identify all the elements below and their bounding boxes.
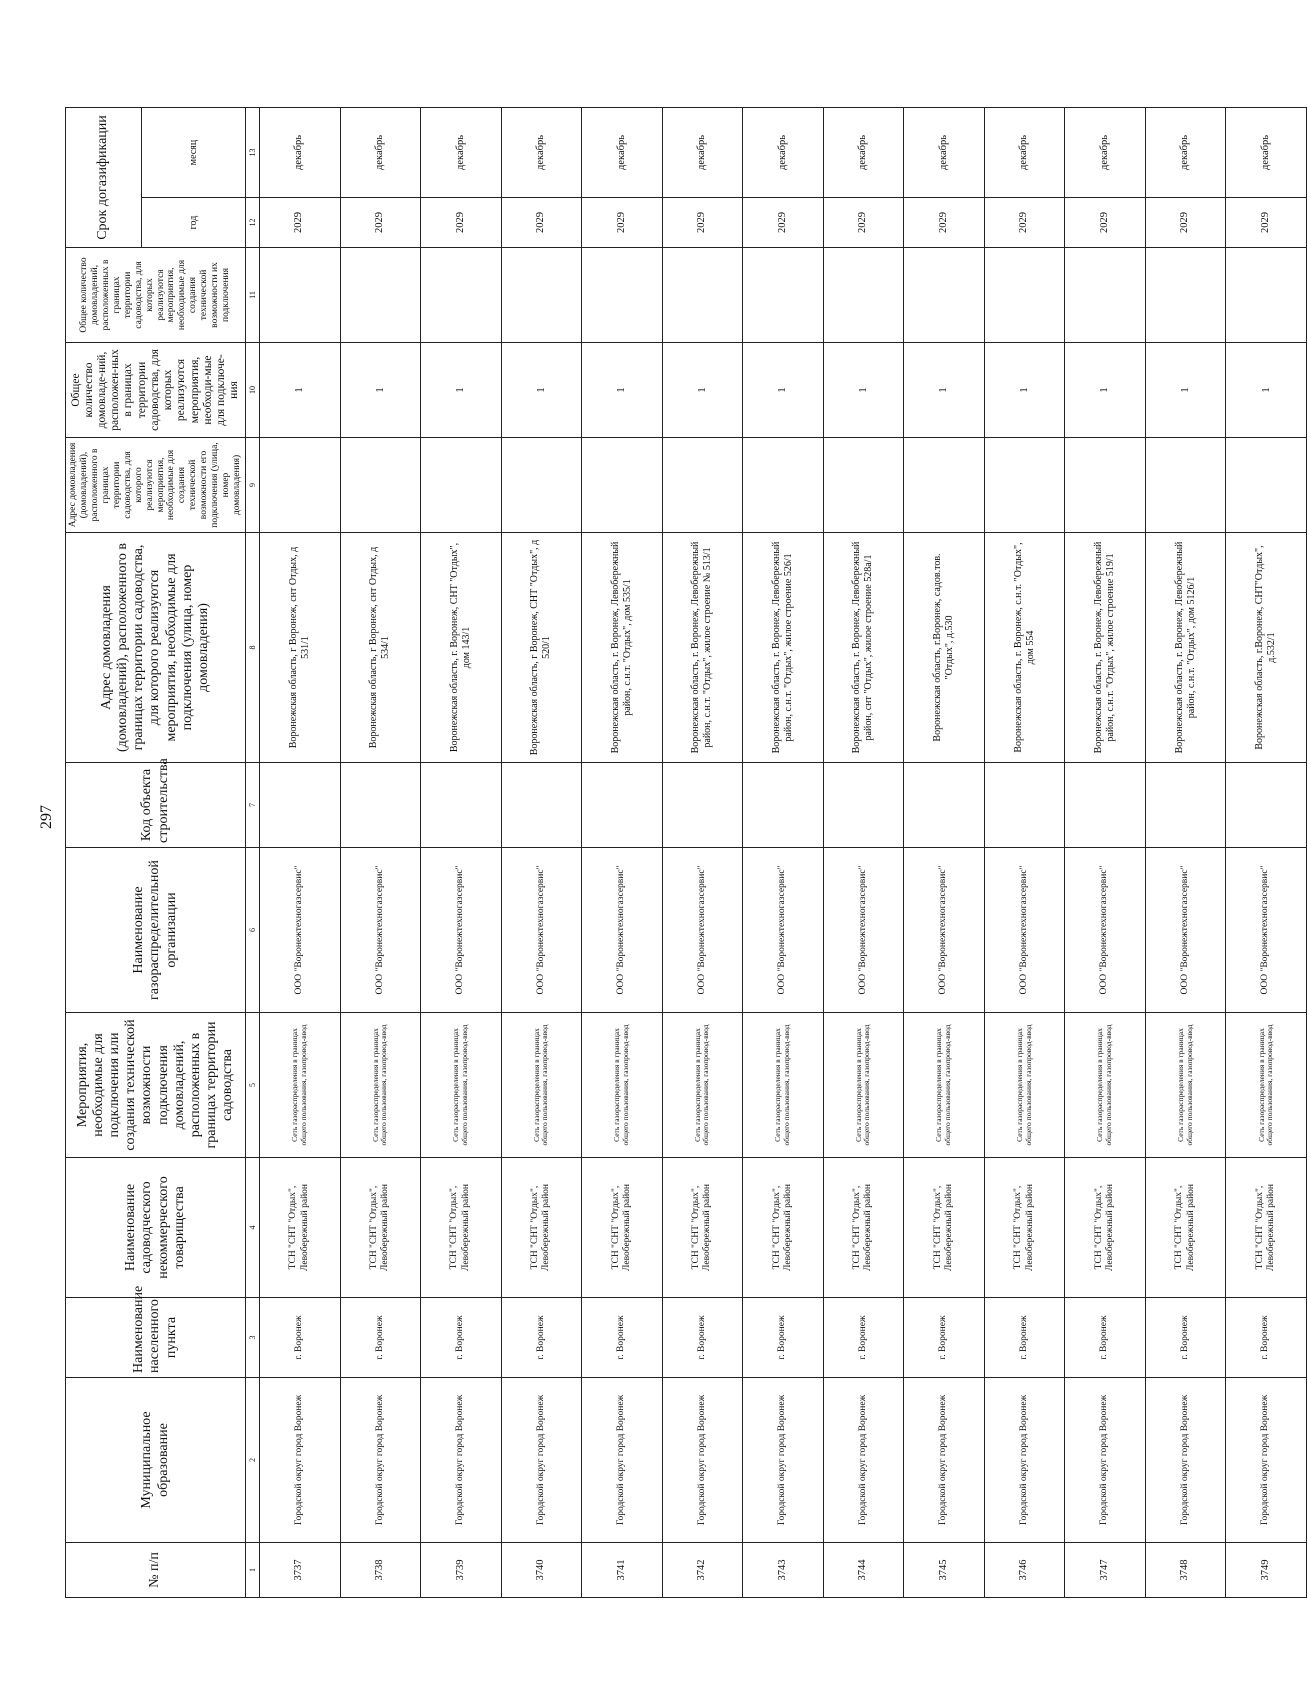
row-year: 2029 — [662, 198, 743, 248]
row-count1: 1 — [1226, 343, 1307, 438]
table-row — [1065, 108, 1146, 1598]
row-address2 — [662, 438, 743, 533]
row-code — [823, 763, 904, 848]
header-month: месяц — [142, 108, 246, 198]
row-count1: 1 — [340, 343, 421, 438]
column-number: 5 — [246, 1013, 260, 1158]
row-code — [421, 763, 502, 848]
row-address: Воронежская область, г.Воронеж, садов.тов. "Отдых", д.530 — [904, 533, 985, 763]
header-address: Адрес домовладения (домовладений), расположенного в границах территории садоводства, для которого реализуются мероприятия, необходимые для подключения (улица, номер домовладения) — [66, 533, 246, 763]
row-code — [984, 763, 1065, 848]
table-row — [743, 108, 824, 1598]
row-year: 2029 — [823, 198, 904, 248]
row-address: Воронежская область, г. Воронеж, Левобережный район, с.н.т. "Отдых", дом 5126/1 — [1145, 533, 1226, 763]
row-month: декабрь — [662, 108, 743, 198]
table-row — [260, 108, 341, 1598]
row-gas-org: ООО "Воронежтехногазсервис" — [340, 848, 421, 1013]
table-body — [260, 108, 1307, 1598]
row-municipality: Городской округ город Воронеж — [743, 1378, 824, 1543]
row-count2 — [823, 248, 904, 343]
row-activity: Сеть газораспределения в границах общего пользования, газопровод-ввод — [1065, 1013, 1146, 1158]
row-municipality: Городской округ город Воронеж — [662, 1378, 743, 1543]
row-count1: 1 — [501, 343, 582, 438]
row-month: декабрь — [984, 108, 1065, 198]
row-count1: 1 — [823, 343, 904, 438]
row-count1: 1 — [260, 343, 341, 438]
row-count1: 1 — [582, 343, 663, 438]
header-year: год — [142, 198, 246, 248]
column-number: 8 — [246, 533, 260, 763]
header-deadline: Срок догазификации — [66, 108, 142, 248]
row-settlement: г. Воронеж — [1226, 1298, 1307, 1378]
row-count1: 1 — [1145, 343, 1226, 438]
row-partnership: ТСН "СНТ "Отдых", Левобережный район — [662, 1158, 743, 1298]
row-activity: Сеть газораспределения в границах общего пользования, газопровод-ввод — [823, 1013, 904, 1158]
row-activity: Сеть газораспределения в границах общего пользования, газопровод-ввод — [260, 1013, 341, 1158]
column-number-row — [246, 108, 260, 1598]
table-row — [501, 108, 582, 1598]
row-address2 — [340, 438, 421, 533]
header-count2: Общее количество домовладений, расположенных в границах территории садоводства, для которых реализуются мероприятия, необходимые для создания технической возможности их подключения — [66, 248, 246, 343]
table-row — [1145, 108, 1226, 1598]
row-address: Воронежская область, г. Воронеж, Левобережный район, с.н.т. "Отдых", жилое строение 526/1 — [743, 533, 824, 763]
column-number: 3 — [246, 1298, 260, 1378]
row-address2 — [904, 438, 985, 533]
row-number: 3747 — [1065, 1543, 1146, 1598]
row-count2 — [582, 248, 663, 343]
header-activities: Мероприятия, необходимые для подключения или создания технической возможности подключения домовладений, расположенных в границах территории садоводства — [66, 1013, 246, 1158]
row-partnership: ТСН "СНТ "Отдых", Левобережный район — [582, 1158, 663, 1298]
row-address: Воронежская область, г. Воронеж, с.н.т. "Отдых", дом 554 — [984, 533, 1065, 763]
row-activity: Сеть газораспределения в границах общего пользования, газопровод-ввод — [1226, 1013, 1307, 1158]
row-count1: 1 — [984, 343, 1065, 438]
row-gas-org: ООО "Воронежтехногазсервис" — [260, 848, 341, 1013]
row-settlement: г. Воронеж — [984, 1298, 1065, 1378]
row-gas-org: ООО "Воронежтехногазсервис" — [662, 848, 743, 1013]
row-code — [501, 763, 582, 848]
row-municipality: Городской округ город Воронеж — [1226, 1378, 1307, 1543]
column-number: 10 — [246, 343, 260, 438]
row-month: декабрь — [501, 108, 582, 198]
row-gas-org: ООО "Воронежтехногазсервис" — [904, 848, 985, 1013]
row-year: 2029 — [984, 198, 1065, 248]
row-month: декабрь — [260, 108, 341, 198]
row-month: декабрь — [1145, 108, 1226, 198]
header-num: № п/п — [66, 1543, 246, 1598]
row-year: 2029 — [421, 198, 502, 248]
row-code — [662, 763, 743, 848]
page-number: 297 — [38, 805, 55, 829]
column-number: 2 — [246, 1378, 260, 1543]
row-activity: Сеть газораспределения в границах общего пользования, газопровод-ввод — [421, 1013, 502, 1158]
row-settlement: г. Воронеж — [1145, 1298, 1226, 1378]
row-partnership: ТСН "СНТ "Отдых", Левобережный район — [1065, 1158, 1146, 1298]
row-count2 — [1065, 248, 1146, 343]
header-municipality: Муниципальное образование — [66, 1378, 246, 1543]
table-row — [1226, 108, 1307, 1598]
row-gas-org: ООО "Воронежтехногазсервис" — [823, 848, 904, 1013]
row-settlement: г. Воронеж — [904, 1298, 985, 1378]
row-partnership: ТСН "СНТ "Отдых", Левобережный район — [743, 1158, 824, 1298]
row-settlement: г. Воронеж — [340, 1298, 421, 1378]
row-code — [260, 763, 341, 848]
row-count2 — [984, 248, 1065, 343]
row-number: 3741 — [582, 1543, 663, 1598]
row-month: декабрь — [582, 108, 663, 198]
row-address2 — [823, 438, 904, 533]
row-partnership: ТСН "СНТ "Отдых", Левобережный район — [1226, 1158, 1307, 1298]
column-number: 4 — [246, 1158, 260, 1298]
row-count2 — [260, 248, 341, 343]
row-address: Воронежская область, г Воронеж, СНТ "Отдых", д 520/1 — [501, 533, 582, 763]
row-month: декабрь — [743, 108, 824, 198]
row-code — [1145, 763, 1226, 848]
row-gas-org: ООО "Воронежтехногазсервис" — [1065, 848, 1146, 1013]
row-count1: 1 — [421, 343, 502, 438]
row-address: Воронежская область, г. Воронеж, Левобережный район, снт "Отдых", жилое строение 528а/1 — [823, 533, 904, 763]
row-activity: Сеть газораспределения в границах общего пользования, газопровод-ввод — [662, 1013, 743, 1158]
row-code — [1065, 763, 1146, 848]
column-number: 9 — [246, 438, 260, 533]
row-municipality: Городской округ город Воронеж — [421, 1378, 502, 1543]
row-year: 2029 — [1065, 198, 1146, 248]
table-row — [904, 108, 985, 1598]
header-count1: Общее количество домовладе-ний, расположен-ных в границах территории садоводства, для которых реализуются мероприятия, необходи-мые для подключе-ния — [66, 343, 246, 438]
row-count2 — [904, 248, 985, 343]
row-code — [743, 763, 824, 848]
row-number: 3744 — [823, 1543, 904, 1598]
row-count2 — [501, 248, 582, 343]
row-partnership: ТСН "СНТ "Отдых", Левобережный район — [823, 1158, 904, 1298]
row-activity: Сеть газораспределения в границах общего пользования, газопровод-ввод — [340, 1013, 421, 1158]
row-count1: 1 — [662, 343, 743, 438]
row-year: 2029 — [260, 198, 341, 248]
row-count1: 1 — [904, 343, 985, 438]
header-partnership: Наименование садоводческого некоммерческого товарищества — [66, 1158, 246, 1298]
header-code: Код объекта строительства — [66, 763, 246, 848]
table-row — [984, 108, 1065, 1598]
row-municipality: Городской округ город Воронеж — [984, 1378, 1065, 1543]
table-row — [582, 108, 663, 1598]
row-gas-org: ООО "Воронежтехногазсервис" — [1226, 848, 1307, 1013]
row-address2 — [743, 438, 824, 533]
row-address2 — [582, 438, 663, 533]
row-number: 3738 — [340, 1543, 421, 1598]
row-address: Воронежская область, г. Воронеж, Левобережный район, с.н.т. "Отдых", жилое строение 519/1 — [1065, 533, 1146, 763]
row-settlement: г. Воронеж — [260, 1298, 341, 1378]
row-gas-org: ООО "Воронежтехногазсервис" — [1145, 848, 1226, 1013]
row-gas-org: ООО "Воронежтехногазсервис" — [743, 848, 824, 1013]
row-month: декабрь — [421, 108, 502, 198]
row-month: декабрь — [904, 108, 985, 198]
row-year: 2029 — [582, 198, 663, 248]
row-address2 — [984, 438, 1065, 533]
row-address2 — [1226, 438, 1307, 533]
column-number: 7 — [246, 763, 260, 848]
row-address2 — [260, 438, 341, 533]
row-gas-org: ООО "Воронежтехногазсервис" — [421, 848, 502, 1013]
row-year: 2029 — [340, 198, 421, 248]
row-count1: 1 — [1065, 343, 1146, 438]
row-count2 — [1145, 248, 1226, 343]
row-number: 3748 — [1145, 1543, 1226, 1598]
column-number: 13 — [246, 108, 260, 198]
row-activity: Сеть газораспределения в границах общего пользования, газопровод-ввод — [743, 1013, 824, 1158]
row-number: 3745 — [904, 1543, 985, 1598]
row-address: Воронежская область, г.Воронеж, СНТ"Отдых", д.532/1 — [1226, 533, 1307, 763]
row-address: Воронежская область, г. Воронеж, Левобережный район, с.н.т. "Отдых", дом 535/1 — [582, 533, 663, 763]
row-activity: Сеть газораспределения в границах общего пользования, газопровод-ввод — [1145, 1013, 1226, 1158]
row-partnership: ТСН "СНТ "Отдых", Левобережный район — [340, 1158, 421, 1298]
row-address2 — [421, 438, 502, 533]
row-activity: Сеть газораспределения в границах общего пользования, газопровод-ввод — [984, 1013, 1065, 1158]
header-row-top — [66, 108, 142, 1598]
row-settlement: г. Воронеж — [501, 1298, 582, 1378]
row-number: 3737 — [260, 1543, 341, 1598]
row-count2 — [421, 248, 502, 343]
row-partnership: ТСН "СНТ "Отдых", Левобережный район — [501, 1158, 582, 1298]
row-municipality: Городской округ город Воронеж — [501, 1378, 582, 1543]
row-code — [582, 763, 663, 848]
row-partnership: ТСН "СНТ "Отдых", Левобережный район — [1145, 1158, 1226, 1298]
row-year: 2029 — [904, 198, 985, 248]
row-address2 — [1145, 438, 1226, 533]
row-municipality: Городской округ город Воронеж — [904, 1378, 985, 1543]
table-row — [662, 108, 743, 1598]
row-municipality: Городской округ город Воронеж — [1145, 1378, 1226, 1543]
row-month: декабрь — [823, 108, 904, 198]
rotated-table-wrapper — [65, 108, 1307, 1598]
table-row — [340, 108, 421, 1598]
row-address2 — [1065, 438, 1146, 533]
row-year: 2029 — [501, 198, 582, 248]
row-count1: 1 — [743, 343, 824, 438]
row-municipality: Городской округ город Воронеж — [340, 1378, 421, 1543]
row-settlement: г. Воронеж — [743, 1298, 824, 1378]
row-settlement: г. Воронеж — [662, 1298, 743, 1378]
row-partnership: ТСН "СНТ "Отдых", Левобережный район — [904, 1158, 985, 1298]
column-number: 11 — [246, 248, 260, 343]
row-number: 3740 — [501, 1543, 582, 1598]
header-settlement: Наименование населенного пункта — [66, 1298, 246, 1378]
row-activity: Сеть газораспределения в границах общего пользования, газопровод-ввод — [904, 1013, 985, 1158]
row-code — [904, 763, 985, 848]
row-municipality: Городской округ город Воронеж — [1065, 1378, 1146, 1543]
row-address: Воронежская область, г Воронеж, снт Отдых, д 534/1 — [340, 533, 421, 763]
row-month: декабрь — [1065, 108, 1146, 198]
row-partnership: ТСН "СНТ "Отдых", Левобережный район — [421, 1158, 502, 1298]
row-number: 3746 — [984, 1543, 1065, 1598]
row-gas-org: ООО "Воронежтехногазсервис" — [501, 848, 582, 1013]
row-municipality: Городской округ город Воронеж — [582, 1378, 663, 1543]
row-municipality: Городской округ город Воронеж — [260, 1378, 341, 1543]
row-number: 3742 — [662, 1543, 743, 1598]
row-settlement: г. Воронеж — [582, 1298, 663, 1378]
row-year: 2029 — [1145, 198, 1226, 248]
row-code — [340, 763, 421, 848]
column-number: 6 — [246, 848, 260, 1013]
row-gas-org: ООО "Воронежтехногазсервис" — [984, 848, 1065, 1013]
row-settlement: г. Воронеж — [1065, 1298, 1146, 1378]
table-row — [823, 108, 904, 1598]
row-activity: Сеть газораспределения в границах общего пользования, газопровод-ввод — [582, 1013, 663, 1158]
row-number: 3739 — [421, 1543, 502, 1598]
row-year: 2029 — [743, 198, 824, 248]
row-count2 — [1226, 248, 1307, 343]
row-count2 — [340, 248, 421, 343]
row-number: 3749 — [1226, 1543, 1307, 1598]
row-number: 3743 — [743, 1543, 824, 1598]
row-month: декабрь — [340, 108, 421, 198]
column-number: 12 — [246, 198, 260, 248]
row-year: 2029 — [1226, 198, 1307, 248]
row-gas-org: ООО "Воронежтехногазсервис" — [582, 848, 663, 1013]
row-municipality: Городской округ город Воронеж — [823, 1378, 904, 1543]
gasification-table — [65, 107, 1307, 1598]
header-gas-org: Наименование газораспределительной организации — [66, 848, 246, 1013]
row-count2 — [743, 248, 824, 343]
header-address2: Адрес домовладения (домовладений), расположенного в границах территории садоводства, для которого реализуются мероприятия, необходимые для создания технической возможности его подключения (улица, номер домовладения) — [66, 438, 246, 533]
row-address: Воронежская область, г Воронеж, снт Отдых, д 531/1 — [260, 533, 341, 763]
row-address2 — [501, 438, 582, 533]
row-address: Воронежская область, г. Воронеж, СНТ "Отдых", дом 143/1 — [421, 533, 502, 763]
row-partnership: ТСН "СНТ "Отдых", Левобережный район — [984, 1158, 1065, 1298]
row-settlement: г. Воронеж — [421, 1298, 502, 1378]
row-code — [1226, 763, 1307, 848]
row-settlement: г. Воронеж — [823, 1298, 904, 1378]
column-number: 1 — [246, 1543, 260, 1598]
row-partnership: ТСН "СНТ "Отдых", Левобережный район — [260, 1158, 341, 1298]
row-activity: Сеть газораспределения в границах общего пользования, газопровод-ввод — [501, 1013, 582, 1158]
table-row — [421, 108, 502, 1598]
row-month: декабрь — [1226, 108, 1307, 198]
row-count2 — [662, 248, 743, 343]
row-address: Воронежская область, г. Воронеж, Левобережный район, с.н.т. "Отдых", жилое строение № 513/1 — [662, 533, 743, 763]
